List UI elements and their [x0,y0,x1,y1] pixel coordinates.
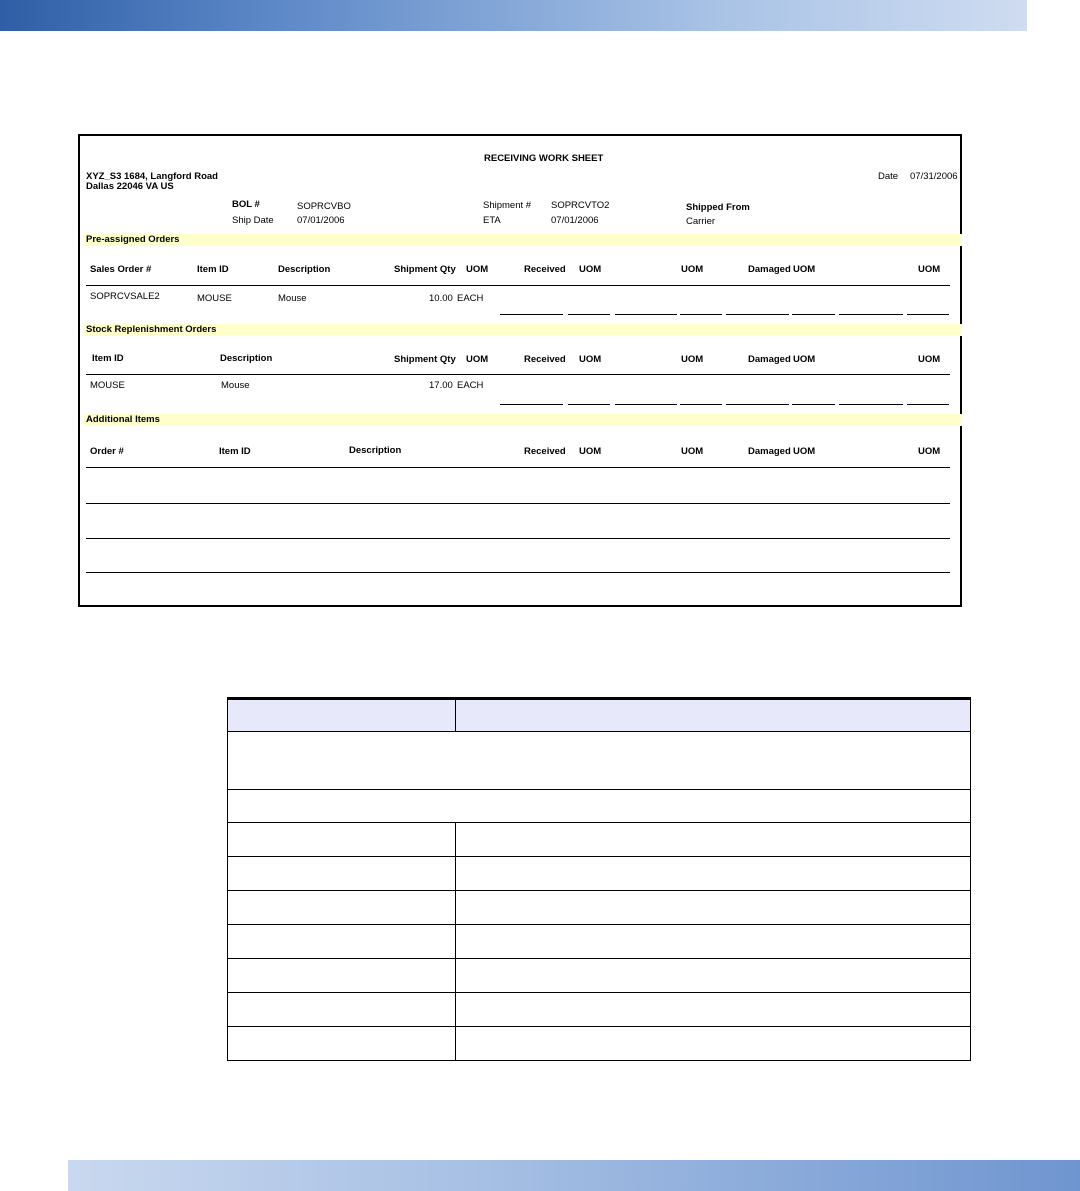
col-uom: UOM [918,354,941,365]
sheet-title: RECEIVING WORK SHEET [484,153,604,164]
table-row [228,1027,971,1061]
col-received: Received [524,264,566,275]
table-row [228,959,971,993]
col-description: Description [278,264,331,275]
entry-line[interactable] [726,314,789,315]
entry-line[interactable] [500,314,563,315]
table-row [228,823,971,857]
preassigned-section-header [84,234,962,246]
table-cell [456,1027,971,1061]
carrier-label: Carrier [686,216,716,227]
table-cell [456,857,971,891]
entry-line[interactable] [726,404,789,405]
row-qty: 10.00 [429,293,453,304]
ship-date-label: Ship Date [232,215,274,226]
table-row [228,925,971,959]
table-header-cell [456,699,971,732]
entry-line[interactable] [680,404,722,405]
entry-line[interactable] [907,404,949,405]
table-cell [228,823,456,857]
receiving-work-sheet [78,134,962,607]
row-item-id: MOUSE [90,380,125,391]
additional-section-header [84,414,962,426]
col-item-id: Item ID [197,264,229,275]
col-uom: UOM [918,264,941,275]
table-cell [456,823,971,857]
col-uom: UOM [681,354,704,365]
col-uom: UOM [793,446,816,457]
col-received: Received [524,354,566,365]
row-rule [86,503,950,504]
entry-line[interactable] [792,314,835,315]
col-shipment-qty: Shipment Qty [394,354,456,365]
table-cell [456,959,971,993]
entry-line[interactable] [839,314,903,315]
shipment-value: SOPRCVTO2 [551,200,610,211]
eta-label: ETA [483,215,501,226]
stock-section-title: Stock Replenishment Orders [86,324,217,335]
table-row [228,857,971,891]
col-description: Description [349,445,402,456]
row-item-id: MOUSE [197,293,232,304]
table-cell [228,891,456,925]
col-damaged: Damaged [748,264,791,275]
table-cell [456,993,971,1027]
top-banner [0,0,1027,31]
row-qty: 17.00 [429,380,453,391]
col-item-id: Item ID [92,353,124,364]
eta-value: 07/01/2006 [551,215,599,226]
col-uom: UOM [681,446,704,457]
table-header-row [228,699,971,732]
entry-line[interactable] [568,314,610,315]
date-label: Date [878,171,899,182]
col-shipment-qty: Shipment Qty [394,264,456,275]
col-uom: UOM [466,264,489,275]
col-item-id: Item ID [219,446,251,457]
row-rule [86,467,950,468]
entry-line[interactable] [500,404,563,405]
table-row [228,891,971,925]
additional-section-title: Additional Items [86,414,160,425]
row-description: Mouse [221,380,250,391]
bottom-banner [68,1160,1080,1191]
col-damaged: Damaged [748,446,791,457]
table-row [228,993,971,1027]
table-cell [228,857,456,891]
col-uom: UOM [579,354,602,365]
bol-value: SOPRCVBO [297,201,351,212]
table-cell [228,790,971,823]
preassigned-section-title: Pre-assigned Orders [86,234,180,245]
blank-table [227,697,971,1061]
row-description: Mouse [278,293,307,304]
col-damaged: Damaged [748,354,791,365]
col-sales-order: Sales Order # [90,264,152,275]
row-rule [86,572,950,573]
row-uom: EACH [457,380,484,391]
table-cell [228,732,971,790]
date-value: 07/31/2006 [910,171,958,182]
table-row [228,790,971,823]
table-cell [456,891,971,925]
table-cell [228,993,456,1027]
address-line2: Dallas 22046 VA US [86,181,174,192]
table-cell [228,959,456,993]
col-uom: UOM [918,446,941,457]
entry-line[interactable] [615,404,677,405]
stock-section-header [84,324,962,336]
entry-line[interactable] [568,404,610,405]
col-uom: UOM [466,354,489,365]
entry-line[interactable] [615,314,677,315]
table-cell [456,925,971,959]
entry-line[interactable] [792,404,835,405]
row-rule [86,538,950,539]
col-uom: UOM [793,354,816,365]
header-rule [86,374,950,375]
address-line1: XYZ_S3 1684, Langford Road [86,171,218,182]
entry-line[interactable] [907,314,949,315]
shipment-label: Shipment # [483,200,532,211]
table-cell [228,925,456,959]
table-header-cell [228,699,456,732]
entry-line[interactable] [839,404,903,405]
table-row [228,732,971,790]
col-received: Received [524,446,566,457]
row-sales-order: SOPRCVSALE2 [90,291,160,302]
row-uom: EACH [457,293,484,304]
col-description: Description [220,353,273,364]
ship-date-value: 07/01/2006 [297,215,345,226]
shipped-from-label: Shipped From [686,202,750,213]
header-rule [86,285,950,286]
col-order: Order # [90,446,124,457]
bol-label: BOL # [232,199,260,210]
entry-line[interactable] [680,314,722,315]
col-uom: UOM [681,264,704,275]
table-cell [228,1027,456,1061]
col-uom: UOM [793,264,816,275]
col-uom: UOM [579,446,602,457]
col-uom: UOM [579,264,602,275]
